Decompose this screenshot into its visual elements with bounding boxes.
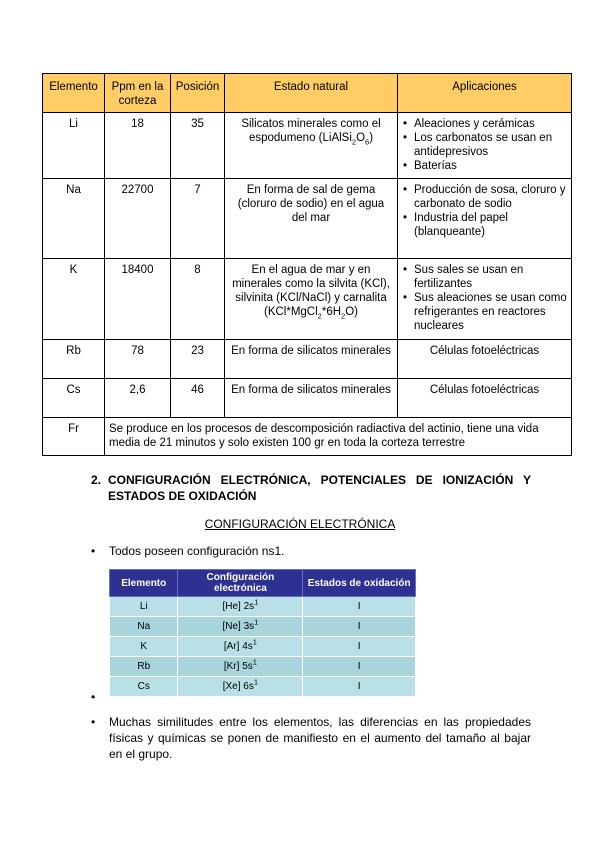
cfg-config: [He] $2s^1$	[178, 597, 303, 617]
bullet-text: Muchas similitudes entre los elementos, las diferencias en las propiedades físicas y químicas se ponen de manifiesto en el aumento del tamaño al bajar en el grupo.	[109, 715, 531, 761]
section-title: CONFIGURACIÓN ELECTRÓNICA, POTENCIALES DE IONIZACIÓN Y ESTADOS DE OXIDACIÓN	[108, 473, 531, 503]
bullet-item	[91, 543, 284, 559]
cfg-config: [Ne] $3s^1$	[178, 617, 303, 637]
table-row	[43, 179, 572, 259]
header-ppm: Ppm en la corteza	[105, 74, 171, 113]
table-row	[43, 379, 572, 418]
table-row	[110, 637, 416, 657]
cfg-oxidation: I	[303, 677, 416, 697]
cfg-oxidation: I	[303, 657, 416, 677]
table-row	[43, 418, 572, 456]
cfg-element: Na	[110, 617, 178, 637]
electron-config-table	[109, 569, 416, 697]
cell-element: Cs	[43, 379, 105, 418]
bullet-dot: •	[91, 544, 96, 558]
list-item: • Los carbonatos se usan en antidepresivos	[402, 131, 567, 159]
bullet-dot: •	[91, 715, 96, 729]
cell-natural-state: En forma de sal de gema (cloruro de sodio) en el agua del mar	[225, 179, 398, 259]
cfg-element: K	[110, 637, 178, 657]
bullet-dot: •	[91, 690, 96, 704]
list-item: • Industria del papel (blanqueante)	[402, 211, 567, 239]
cell-natural-state: Silicatos minerales como el espodumeno $(LiAlSi_2O_6)$	[225, 113, 398, 179]
cfg-header-estados: Estados de oxidación	[303, 570, 416, 597]
cell-ppm: 2,6	[105, 379, 171, 418]
table-row	[43, 113, 572, 179]
cell-applications	[398, 113, 572, 179]
cell-element: Li	[43, 113, 105, 179]
cell-position: 23	[171, 340, 225, 379]
alkali-metals-table	[42, 73, 572, 456]
cell-natural-state: En forma de silicatos minerales	[225, 340, 398, 379]
cell-applications: Células fotoeléctricas	[398, 340, 572, 379]
header-elemento: Elemento	[43, 74, 105, 113]
cell-position: 7	[171, 179, 225, 259]
cfg-element: Rb	[110, 657, 178, 677]
section-heading	[91, 472, 531, 504]
cfg-config: [Xe] $6s^1$	[178, 677, 303, 697]
table-row	[43, 259, 572, 340]
cell-element: K	[43, 259, 105, 340]
cell-ppm: 78	[105, 340, 171, 379]
cfg-header-configuracion: Configuración electrónica	[178, 570, 303, 597]
list-item: • Sus aleaciones se usan como refrigerantes en reactores nucleares	[402, 291, 567, 333]
cfg-element: Li	[110, 597, 178, 617]
cfg-header-elemento: Elemento	[110, 570, 178, 597]
cfg-config: [Kr] $5s^1$	[178, 657, 303, 677]
list-item: • Sus sales se usan en fertilizantes	[402, 263, 567, 291]
cell-applications	[398, 259, 572, 340]
table-row	[110, 657, 416, 677]
cfg-oxidation: I	[303, 617, 416, 637]
cfg-oxidation: I	[303, 597, 416, 617]
cell-natural-state: En forma de silicatos minerales	[225, 379, 398, 418]
cell-position: 8	[171, 259, 225, 340]
cell-position: 46	[171, 379, 225, 418]
bullet-item	[91, 714, 531, 762]
list-item: • Baterías	[402, 159, 567, 173]
cell-element: Na	[43, 179, 105, 259]
table-header-row	[43, 74, 572, 113]
table-row	[110, 677, 416, 697]
cfg-header-row	[110, 570, 416, 597]
table-row	[43, 340, 572, 379]
cell-element: Fr	[43, 418, 105, 456]
section-subtitle: CONFIGURACIÓN ELECTRÓNICA	[204, 517, 396, 531]
list-item: • Producción de sosa, cloruro y carbonato de sodio	[402, 183, 567, 211]
cfg-config: [Ar] $4s^1$	[178, 637, 303, 657]
table-row	[110, 597, 416, 617]
cell-ppm: 18	[105, 113, 171, 179]
cell-applications: Células fotoeléctricas	[398, 379, 572, 418]
header-aplicaciones: Aplicaciones	[398, 74, 572, 113]
cell-natural-state: En el agua de mar y en minerales como la silvita (KCl), silvinita (KCl/NaCl) y carnalita $(KCl*MgCl_2*6H_2O)$	[225, 259, 398, 340]
cell-element: Rb	[43, 340, 105, 379]
table-row	[110, 617, 416, 637]
cfg-element: Cs	[110, 677, 178, 697]
cfg-oxidation: I	[303, 637, 416, 657]
header-estado-natural: Estado natural	[225, 74, 398, 113]
cell-applications	[398, 179, 572, 259]
section-number: 2.	[91, 473, 102, 487]
cell-francium-note: Se produce en los procesos de descomposición radiactiva del actinio, tiene una vida media de 21 minutos y solo existen 100 gr en toda la corteza terrestre	[105, 418, 572, 456]
cell-ppm: 18400	[105, 259, 171, 340]
cell-ppm: 22700	[105, 179, 171, 259]
list-item: • Aleaciones y cerámicas	[402, 117, 567, 131]
bullet-text: Todos poseen configuración ns1.	[109, 544, 285, 558]
cell-position: 35	[171, 113, 225, 179]
header-posicion: Posición	[171, 74, 225, 113]
